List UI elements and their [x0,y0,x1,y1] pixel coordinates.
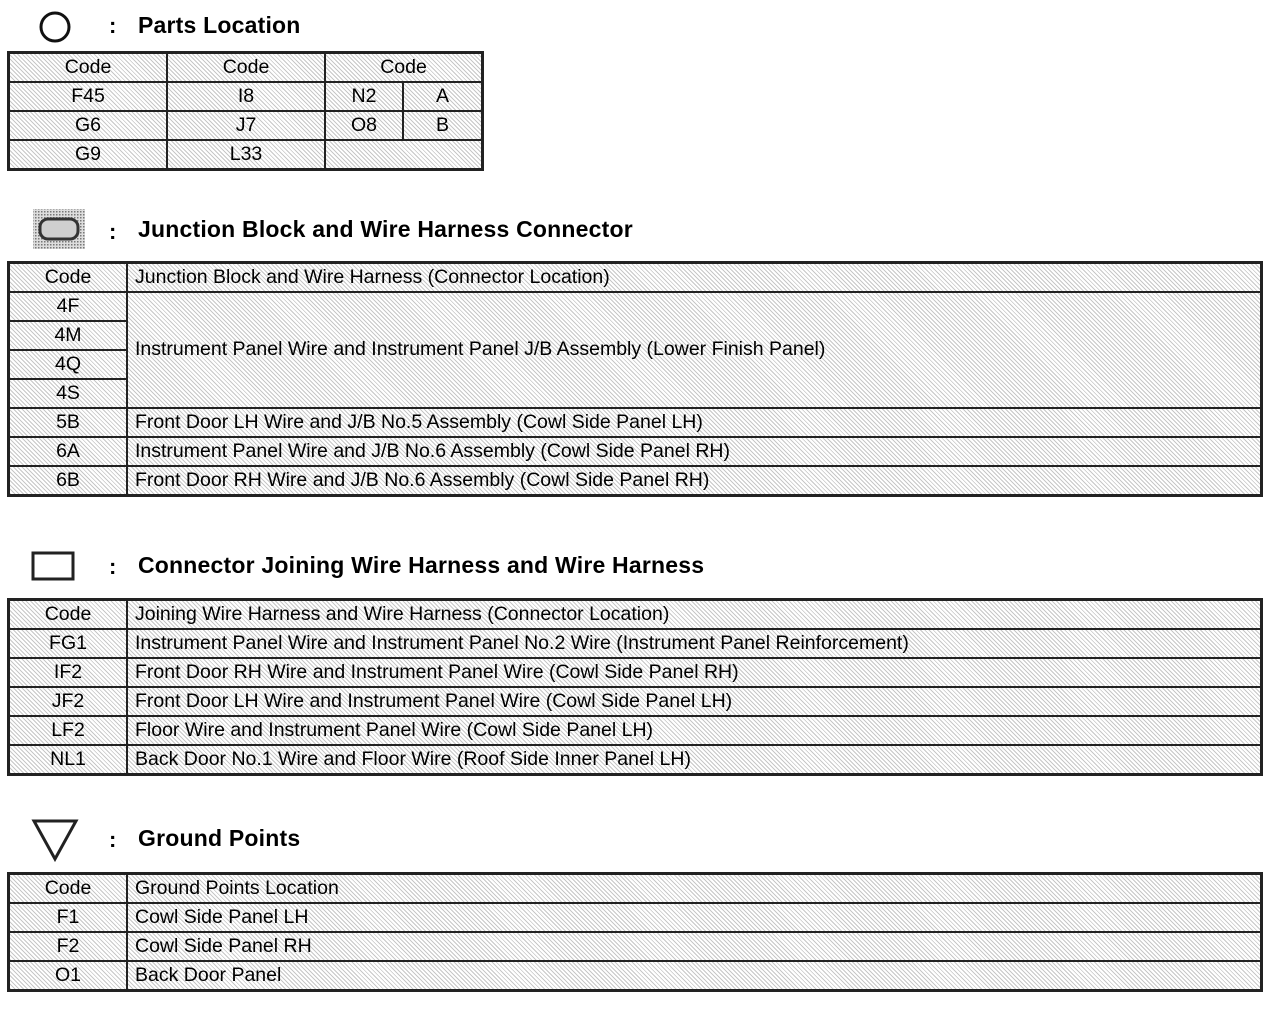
header-code: Code [9,263,127,292]
part-code: F45 [9,82,167,111]
section-title: Ground Points [138,825,301,851]
table-row [9,745,1261,774]
ground-points-table [7,872,1263,992]
colon: : [109,827,117,852]
table-row [9,111,482,140]
section-title: Parts Location [138,12,301,38]
part-code: J7 [167,111,325,140]
header-location: Joining Wire Harness and Wire Harness (Connector Location) [127,600,1261,629]
table-header-row [9,874,1261,903]
parts-location-heading [0,6,1280,46]
header-code: Code [9,53,167,82]
table-row [9,932,1261,961]
table-row [9,687,1261,716]
joining-code: NL1 [9,745,127,774]
colon: : [109,219,117,244]
junction-code: 5B [9,408,127,437]
table-header-row [9,263,1261,292]
part-code: L33 [167,140,325,169]
table-row [9,408,1261,437]
table-row [9,292,1261,321]
ground-code: O1 [9,961,127,990]
header-code: Code [325,53,482,82]
table-header-row [9,53,482,82]
joining-location: Instrument Panel Wire and Instrument Panel No.2 Wire (Instrument Panel Reinforcement) [127,629,1261,658]
junction-location: Front Door LH Wire and J/B No.5 Assembly (Cowl Side Panel LH) [127,408,1261,437]
joining-code: IF2 [9,658,127,687]
colon: : [109,13,117,38]
colon: : [109,554,117,579]
ground-location: Cowl Side Panel LH [127,903,1261,932]
junction-code: 4F [9,292,127,321]
header-location: Ground Points Location [127,874,1261,903]
part-code: B [403,111,482,140]
ground-location: Back Door Panel [127,961,1261,990]
table-row [9,658,1261,687]
table-row [9,629,1261,658]
table-row [9,466,1261,495]
header-location: Junction Block and Wire Harness (Connector Location) [127,263,1261,292]
part-code: G9 [9,140,167,169]
joining-location: Front Door RH Wire and Instrument Panel Wire (Cowl Side Panel RH) [127,658,1261,687]
junction-block-connector-icon [32,208,86,250]
ground-code: F1 [9,903,127,932]
part-code: A [403,82,482,111]
table-row [9,961,1261,990]
junction-code: 4Q [9,350,127,379]
parts-location-table [7,51,484,171]
junction-code: 4S [9,379,127,408]
header-code: Code [9,600,127,629]
junction-location: Instrument Panel Wire and Instrument Panel J/B Assembly (Lower Finish Panel) [127,292,1261,408]
part-code: N2 [325,82,403,111]
section-title: Connector Joining Wire Harness and Wire Harness [138,552,705,578]
header-code: Code [9,874,127,903]
part-code: O8 [325,111,403,140]
table-row [9,716,1261,745]
junction-block-heading [0,208,1280,248]
joining-location: Floor Wire and Instrument Panel Wire (Cowl Side Panel LH) [127,716,1261,745]
empty-cell [325,140,482,169]
rectangle-connector-icon [31,551,75,581]
table-row [9,82,482,111]
table-row [9,903,1261,932]
table-row [9,140,482,169]
joining-location: Front Door LH Wire and Instrument Panel Wire (Cowl Side Panel LH) [127,687,1261,716]
joining-code: LF2 [9,716,127,745]
table-row [9,437,1261,466]
junction-location: Front Door RH Wire and J/B No.6 Assembly (Cowl Side Panel RH) [127,466,1261,495]
joining-code: JF2 [9,687,127,716]
ground-location: Cowl Side Panel RH [127,932,1261,961]
junction-location: Instrument Panel Wire and J/B No.6 Assembly (Cowl Side Panel RH) [127,437,1261,466]
joining-connector-table [7,598,1263,776]
joining-connector-heading [0,546,1280,586]
part-code: I8 [167,82,325,111]
part-code: G6 [9,111,167,140]
ground-points-heading [0,816,1280,856]
circle-icon [38,10,72,44]
section-title: Junction Block and Wire Harness Connector [138,216,633,242]
header-code: Code [167,53,325,82]
triangle-down-icon [31,818,79,862]
table-header-row [9,600,1261,629]
junction-code: 4M [9,321,127,350]
ground-code: F2 [9,932,127,961]
joining-code: FG1 [9,629,127,658]
junction-code: 6B [9,466,127,495]
joining-location: Back Door No.1 Wire and Floor Wire (Roof Side Inner Panel LH) [127,745,1261,774]
junction-code: 6A [9,437,127,466]
junction-block-table [7,261,1263,497]
